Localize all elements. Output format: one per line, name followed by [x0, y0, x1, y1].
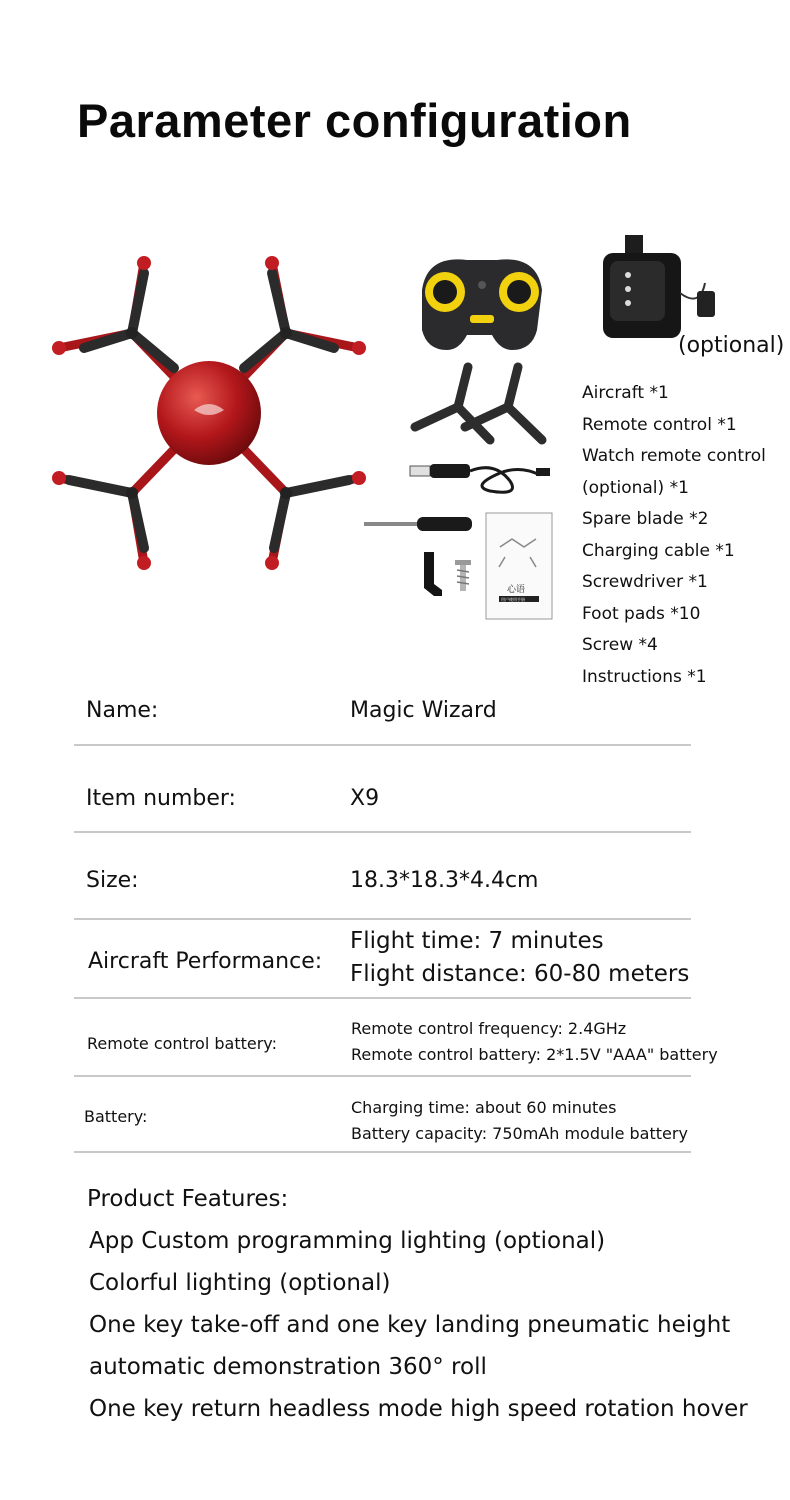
list-item: Foot pads *10	[582, 603, 701, 624]
charging-cable-image	[408, 458, 553, 498]
divider	[74, 1075, 691, 1077]
spec-value-name: Magic Wizard	[350, 698, 497, 723]
list-item: Instructions *1	[582, 666, 707, 687]
spec-value-size: 18.3*18.3*4.4cm	[350, 868, 539, 893]
spec-value-remote	[351, 1016, 718, 1068]
feature-item: Colorful lighting (optional)	[89, 1270, 391, 1296]
remote-battery: Remote control battery: 2*1.5V "AAA" battery	[351, 1045, 718, 1064]
foot-pad-image	[416, 550, 446, 598]
battery-capacity: Battery capacity: 750mAh module battery	[351, 1124, 688, 1143]
divider	[74, 744, 691, 746]
flight-distance: Flight distance: 60-80 meters	[350, 961, 690, 987]
feature-item: automatic demonstration 360° roll	[89, 1354, 487, 1380]
divider	[74, 918, 691, 920]
screwdriver-image	[362, 514, 474, 534]
spec-label-size: Size:	[86, 868, 139, 893]
package-list	[582, 378, 766, 693]
feature-item: App Custom programming lighting (optional)	[89, 1228, 606, 1254]
divider	[74, 831, 691, 833]
feature-item: One key return headless mode high speed rotation hover	[89, 1396, 748, 1422]
manual-subtitle: 用户使用手册	[501, 597, 525, 602]
page-title: Parameter configuration	[77, 94, 632, 147]
screw-image	[452, 558, 474, 594]
list-item: Remote control *1	[582, 414, 737, 435]
spec-value-battery	[351, 1095, 688, 1147]
spare-blades-image	[410, 362, 550, 447]
watch-remote-image	[600, 233, 720, 343]
remote-frequency: Remote control frequency: 2.4GHz	[351, 1019, 627, 1038]
list-item: Screwdriver *1	[582, 572, 708, 592]
flight-time: Flight time: 7 minutes	[350, 928, 604, 954]
manual-title: 心语	[507, 585, 526, 595]
spec-label-performance: Aircraft Performance:	[88, 949, 323, 974]
aircraft-image	[44, 248, 374, 583]
list-item: Spare blade *2	[582, 509, 709, 529]
list-item: Aircraft *1	[582, 383, 669, 403]
remote-control-image	[412, 250, 552, 352]
instruction-manual-image	[485, 512, 553, 620]
optional-label: (optional)	[678, 333, 785, 358]
spec-label-name: Name:	[86, 698, 159, 723]
list-item: Charging cable *1	[582, 540, 735, 561]
spec-value-performance	[350, 925, 689, 991]
feature-item: One key take-off and one key landing pneumatic height	[89, 1312, 731, 1338]
spec-label-item-number: Item number:	[86, 786, 236, 811]
list-item: Screw *4	[582, 635, 658, 655]
spec-label-battery: Battery:	[84, 1107, 148, 1126]
charging-time: Charging time: about 60 minutes	[351, 1098, 617, 1117]
spec-value-item-number: X9	[350, 786, 380, 811]
divider	[74, 1151, 691, 1153]
product-features	[87, 1178, 748, 1430]
spec-label-remote-battery: Remote control battery:	[87, 1034, 277, 1053]
features-heading: Product Features:	[87, 1186, 289, 1212]
list-item: (optional) *1	[582, 477, 689, 498]
list-item: Watch remote control	[582, 446, 766, 466]
divider	[74, 997, 691, 999]
